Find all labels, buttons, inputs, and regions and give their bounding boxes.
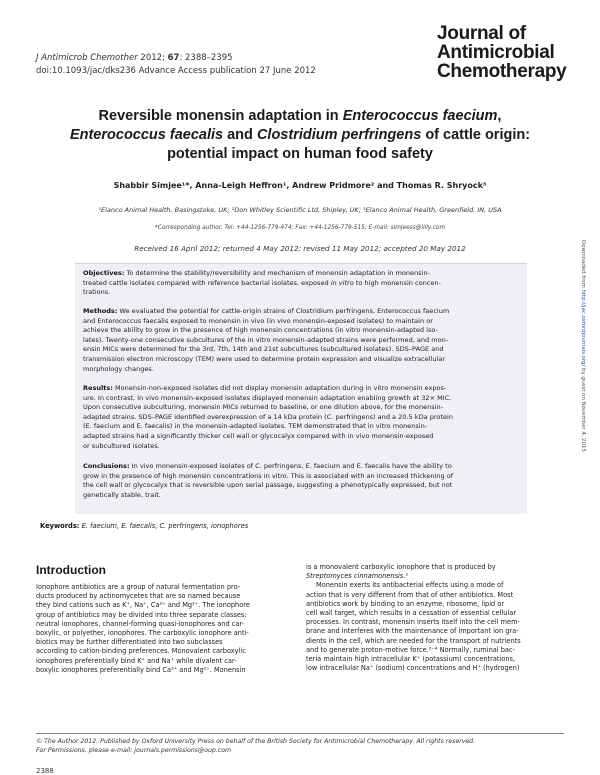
abstract-text: To determine the stability/reversibility and mechanism of monensin adaptation in monensin- xyxy=(124,269,430,277)
abstract-label: Methods: xyxy=(83,307,118,315)
abstract-text: in vitro xyxy=(330,278,354,287)
abstract-line: lates). Twenty-one consecutive subcultures of the in vitro monensin-adapted strains were performed, and mon- xyxy=(83,335,449,344)
abstract-objectives xyxy=(83,269,519,298)
abstract-line: grow in the presence of high monensin concentrations in vitro. This is associated with an increased thickening of xyxy=(83,471,454,480)
body-line: ionophores preferentially bind K⁺ and Na⁺ while divalent car- xyxy=(36,656,237,665)
correspondence: *Corresponding author. Tel: +44-1256-779-474; Fax: +44-1256-779-515; E-mail: simjeess@lilly.com xyxy=(154,225,446,231)
article-title xyxy=(40,107,560,164)
abstract-text: Monensin-non-exposed isolates did not display monensin adaptation during in vitro monensin expos- xyxy=(112,384,447,392)
body-line: brane and interferes with the maintenance of important ion gra- xyxy=(306,627,519,636)
abstract-line xyxy=(83,269,519,279)
body-line: Monensin exerts its antibacterial effects using a mode of xyxy=(316,581,504,590)
intro-left-column xyxy=(36,583,298,675)
footer-divider xyxy=(36,733,564,734)
abstract-line: trations. xyxy=(83,288,111,297)
body-line: action that is very different from that of other antibiotics. Most xyxy=(306,590,514,599)
abstract-line xyxy=(83,307,519,317)
affiliations: ¹Elanco Animal Health, Basingstoke, UK; ²Don Whitley Scientific Ltd, Shipley, UK; ³Elanco Animal Health, Greenfield, IN, USA xyxy=(98,206,502,214)
abstract-line xyxy=(83,384,519,394)
citation-line xyxy=(36,52,316,65)
title-text: of cattle origin: xyxy=(421,127,531,143)
body-line: they bind cations such as K⁺, Na⁺, Ca²⁺ and Mg²⁺. The ionophore xyxy=(36,601,250,610)
title-text: Reversible monensin adaptation in xyxy=(98,108,343,124)
body-line: cell wall target, which results in a cessation of essential cellular xyxy=(306,609,517,618)
title-line-1 xyxy=(40,107,560,126)
abstract-line: transmission electron microscopy (TEM) were used to determine protein expression and visualize extracellular xyxy=(83,354,446,363)
citation-pages: : 2388–2395 xyxy=(179,53,233,63)
title-species: Enterococcus faecium xyxy=(342,108,498,124)
body-line: dients in the cell, which are needed for the transport of nutrients xyxy=(306,636,521,645)
journal-logo-line-3: Chemotherapy xyxy=(437,61,567,82)
abstract-line: and Enterococcus faecalis exposed to monensin in vivo (in vivo monensin-exposed isolates) to maintain or xyxy=(83,316,433,325)
title-species: Clostridium perfringens xyxy=(256,127,422,143)
abstract-methods xyxy=(83,307,519,374)
citation-journal: J Antimicrob Chemother xyxy=(36,53,138,63)
body-line: group of antibiotics may be divided into three separate classes: xyxy=(36,610,247,619)
abstract-line: (E. faecium and E. faecalis) in the monensin-adapted isolates. TEM demonstrated that in vitro monensin- xyxy=(83,422,428,431)
permissions-line: For Permissions, please e-mail: journals.permissions@oup.com xyxy=(36,747,232,754)
body-line: neutral ionophores, channel-forming quasi-ionophores and car- xyxy=(36,619,245,628)
abstract-label: Results: xyxy=(83,384,113,392)
title-text: and xyxy=(223,127,257,143)
copyright-line: © The Author 2012. Published by Oxford University Press on behalf of the British Society for Antimicrobial Chemotherapy. All rights reserved. xyxy=(36,738,476,745)
citation-block xyxy=(36,52,316,78)
body-line: according to cation-binding preferences. Monovalent carboxylic xyxy=(36,647,246,656)
doi-line[interactable]: doi:10.1093/jac/dks236 Advance Access publication 27 June 2012 xyxy=(36,66,316,76)
intro-right-column xyxy=(306,563,564,673)
body-line: antibiotics work by binding to an enzyme, ribosome, lipid or xyxy=(306,599,505,608)
body-line: and to generate proton-motive force.²⁻⁴ Normally, ruminal bac- xyxy=(306,645,515,654)
abstract-label: Conclusions: xyxy=(83,462,130,470)
body-line: boxylic, or polyether, ionophores. The carboxylic ionophore anti- xyxy=(36,629,249,638)
received-dates: Received 16 April 2012; returned 4 May 2012; revised 11 May 2012; accepted 20 May 2012 xyxy=(134,244,466,253)
abstract-line: achieve the ability to grow in the presence of high monensin concentrations (in vitro monensin-adapted iso- xyxy=(83,326,438,335)
abstract-text: to high monensin concen- xyxy=(353,278,441,287)
keywords xyxy=(40,522,248,530)
body-line: Streptomyces cinnamonensis.¹ xyxy=(306,572,409,581)
body-line: biotics may be further differentiated into two subclasses xyxy=(36,638,223,647)
abstract-line: adapted strains had a significantly thicker cell wall or glycocalyx compared with in vivo monensin-exposed xyxy=(83,431,434,440)
download-note xyxy=(580,240,586,452)
download-note-link[interactable]: http://jac.oxfordjournals.org/ xyxy=(580,289,586,367)
page-number: 2388 xyxy=(36,767,54,775)
citation-year: 2012; xyxy=(140,53,165,63)
keywords-text: E. faecium, E. faecalis, C. perfringens, ionophores xyxy=(79,522,249,530)
keywords-label: Keywords: xyxy=(40,522,80,530)
abstract-line: Upon consecutive subculturing, monensin MICs returned to baseline, or one dilution above, for the monensin- xyxy=(83,403,444,412)
abstract-text: We evaluated the potential for cattle-origin strains of Clostridium perfringens, Enterococcus faecium xyxy=(117,307,450,315)
author-list: Shabbir Simjee¹*, Anna-Leigh Heffron¹, Andrew Pridmore² and Thomas R. Shryock³ xyxy=(113,181,487,190)
abstract-box xyxy=(75,263,527,514)
abstract-line: ensin MICs were determined for the 3rd, 7th, 14th and 21st subcultures (subcultured isolates). SDS–PAGE and xyxy=(83,345,444,354)
abstract-line xyxy=(83,462,519,472)
introduction-heading: Introduction xyxy=(36,563,106,577)
abstract-results xyxy=(83,384,519,451)
title-line-2 xyxy=(40,126,560,145)
abstract-line: or subcultured isolates. xyxy=(83,441,160,450)
abstract-line: ure. In contrast, in vivo monensin-exposed isolates displayed monensin adaptation enabling growth at 32× MIC. xyxy=(83,393,452,402)
abstract-line xyxy=(83,279,519,289)
journal-logo-line-2: Antimicrobial xyxy=(437,42,555,63)
abstract-text: In vivo monensin-exposed isolates of C. perfringens, E. faecium and E. faecalis have the ability to xyxy=(129,462,452,470)
body-line: low intracellular Na⁺ (sodium) concentrations and H⁺ (hydrogen) xyxy=(306,664,520,673)
title-text: , xyxy=(497,108,502,124)
journal-logo-line-1: Journal of xyxy=(437,23,526,44)
body-line: is a monovalent carboxylic ionophore that is produced by xyxy=(306,563,496,571)
download-note-prefix: Downloaded from xyxy=(580,240,586,290)
abstract-line: the cell wall or glycocalyx that is reversible upon serial passage, suggesting a phenotypically expressed, but not xyxy=(83,481,453,490)
journal-logo xyxy=(437,24,566,81)
title-species: Enterococcus faecalis xyxy=(69,127,224,143)
abstract-text: treated cattle isolates compared with reference bacterial isolates, exposed xyxy=(83,278,331,287)
copyright-notice xyxy=(36,737,564,755)
body-line: boxylic ionophores preferentially bind Ca²⁺ and Mg²⁺. Monensin xyxy=(36,665,246,674)
citation-volume: 67 xyxy=(167,53,180,63)
title-line-3: potential impact on human food safety xyxy=(167,146,433,162)
body-line: processes. In contrast, monensin inserts itself into the cell mem- xyxy=(306,618,520,627)
abstract-label: Objectives: xyxy=(83,269,125,277)
body-line: Ionophore antibiotics are a group of natural fermentation pro- xyxy=(36,583,241,591)
abstract-conclusions xyxy=(83,462,519,500)
abstract-line: morphology changes. xyxy=(83,364,154,373)
body-line: ducts produced by actinomycetes that are so named because xyxy=(36,592,241,601)
download-note-suffix: by guest on November 4, 2015 xyxy=(580,366,586,452)
abstract-line: genetically stable, trait. xyxy=(83,490,161,499)
abstract-line: adapted strains. SDS–PAGE identified overexpression of a 14 kDa protein (C. perfringens) and a 20.5 kDa protein xyxy=(83,412,454,421)
body-line: teria maintain high intracellular K⁺ (potassium) concentrations, xyxy=(306,655,516,664)
